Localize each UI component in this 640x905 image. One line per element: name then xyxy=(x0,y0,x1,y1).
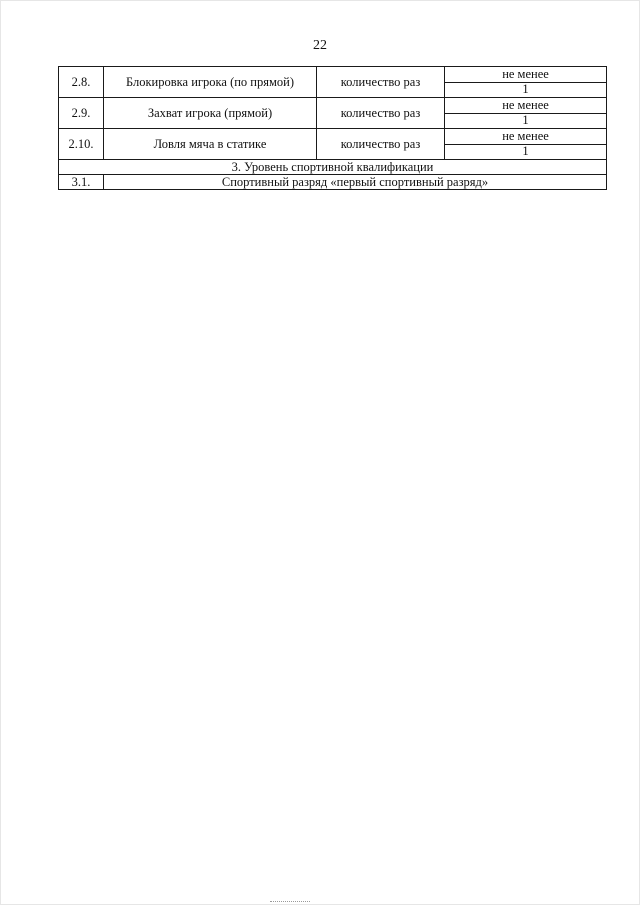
row-number: 2.8. xyxy=(59,67,104,98)
table-row xyxy=(59,175,607,190)
exercise-name: Блокировка игрока (по прямой) xyxy=(104,67,317,98)
norm-label: не менее xyxy=(445,67,607,83)
row-number: 2.9. xyxy=(59,98,104,129)
section-row xyxy=(59,160,607,175)
table-row xyxy=(59,129,607,145)
table-row xyxy=(59,98,607,114)
qualification-text: Спортивный разряд «первый спортивный разряд» xyxy=(104,175,607,190)
norm-label: не менее xyxy=(445,129,607,145)
exercise-name: Захват игрока (прямой) xyxy=(104,98,317,129)
section-title: 3. Уровень спортивной квалификации xyxy=(59,160,607,175)
norm-value: 1 xyxy=(445,144,607,160)
row-number: 3.1. xyxy=(59,175,104,190)
unit-cell: количество раз xyxy=(317,98,445,129)
row-number: 2.10. xyxy=(59,129,104,160)
norms-table xyxy=(58,66,607,190)
unit-cell: количество раз xyxy=(317,129,445,160)
page-number: 22 xyxy=(313,38,327,53)
scan-mark xyxy=(270,901,310,904)
unit-cell: количество раз xyxy=(317,67,445,98)
norm-label: не менее xyxy=(445,98,607,114)
norm-value: 1 xyxy=(445,113,607,129)
table-row xyxy=(59,67,607,83)
norm-value: 1 xyxy=(445,82,607,98)
exercise-name: Ловля мяча в статике xyxy=(104,129,317,160)
